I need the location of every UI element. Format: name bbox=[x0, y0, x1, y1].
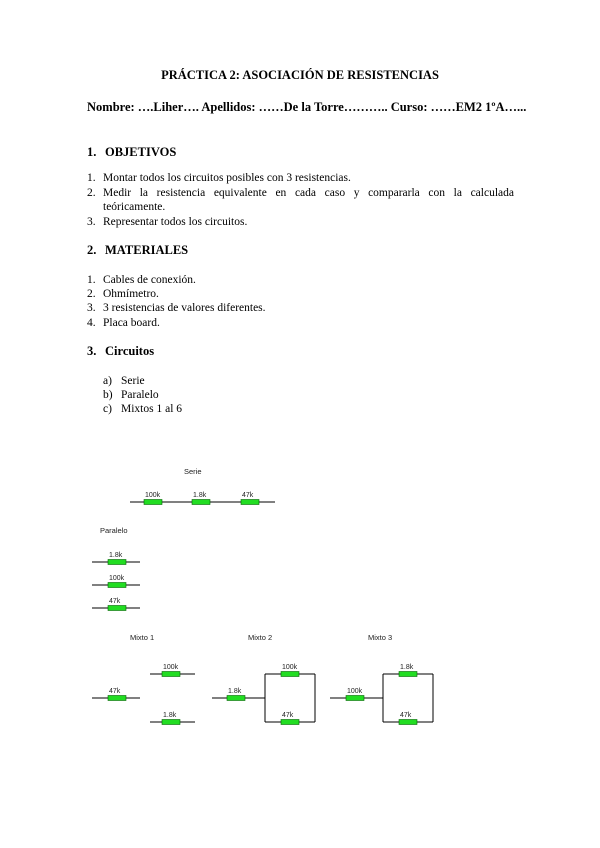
resistor-label: 100k bbox=[109, 575, 125, 582]
resistor bbox=[192, 500, 210, 505]
resistor-label: 100k bbox=[282, 664, 298, 671]
resistor bbox=[399, 672, 417, 677]
resistor bbox=[108, 583, 126, 588]
sublist-item: c) Mixtos 1 al 6 bbox=[103, 403, 183, 415]
circuit-label: Paralelo bbox=[100, 526, 128, 535]
resistor-label: 100k bbox=[347, 688, 363, 695]
resistor bbox=[108, 696, 126, 701]
resistor-label: 47k bbox=[400, 712, 412, 719]
resistor-label: 1.8k bbox=[109, 552, 123, 559]
resistor bbox=[108, 560, 126, 565]
resistor-label: 47k bbox=[242, 492, 254, 499]
circuit-label: Mixto 2 bbox=[248, 633, 273, 642]
list-item: 4. Placa board. bbox=[87, 317, 160, 329]
resistor-label: 47k bbox=[282, 712, 294, 719]
resistor-label: 1.8k bbox=[400, 664, 414, 671]
resistor-label: 1.8k bbox=[193, 492, 207, 499]
resistor-label: 1.8k bbox=[163, 712, 177, 719]
resistor bbox=[162, 720, 180, 725]
sublist-item: a) Serie bbox=[103, 375, 145, 387]
resistor bbox=[162, 672, 180, 677]
list-item-continuation: teóricamente. bbox=[103, 201, 166, 213]
circuit-label: Mixto 3 bbox=[368, 633, 393, 642]
resistor bbox=[108, 606, 126, 611]
resistor bbox=[281, 720, 299, 725]
section-number: 1. bbox=[87, 145, 97, 159]
resistor-label: 100k bbox=[163, 664, 179, 671]
student-info: Nombre: ….Liher…. Apellidos: ……De la Torre……….. Curso: ……EM2 1ºA…... bbox=[87, 100, 527, 114]
section-materiales-heading: 2. MATERIALES bbox=[87, 243, 189, 257]
resistor-label: 1.8k bbox=[228, 688, 242, 695]
list-item: 3. Representar todos los circuitos. bbox=[87, 216, 248, 228]
resistor bbox=[227, 696, 245, 701]
list-item: 3. 3 resistencias de valores diferentes. bbox=[87, 302, 266, 314]
sublist-item: b) Paralelo bbox=[103, 389, 159, 401]
list-item: 1. Montar todos los circuitos posibles con 3 resistencias. bbox=[87, 172, 351, 184]
circuit-label: Serie bbox=[184, 467, 202, 476]
resistor-label: 47k bbox=[109, 598, 121, 605]
page-title: PRÁCTICA 2: ASOCIACIÓN DE RESISTENCIAS bbox=[161, 68, 439, 82]
list-item: 1. Cables de conexión. bbox=[87, 274, 196, 286]
resistor-label: 100k bbox=[145, 492, 161, 499]
resistor bbox=[241, 500, 259, 505]
circuit-label: Mixto 1 bbox=[130, 633, 155, 642]
resistor bbox=[346, 696, 364, 701]
resistor bbox=[281, 672, 299, 677]
resistor bbox=[144, 500, 162, 505]
resistor-label: 47k bbox=[109, 688, 121, 695]
list-item: 2. Ohmímetro. bbox=[87, 288, 159, 300]
section-title: OBJETIVOS bbox=[105, 145, 177, 159]
resistor bbox=[399, 720, 417, 725]
list-item: 2. Medir la resistencia equivalente en cada caso y compararla con la calculada bbox=[87, 187, 514, 199]
section-circuitos-heading: 3. Circuitos bbox=[87, 344, 155, 358]
